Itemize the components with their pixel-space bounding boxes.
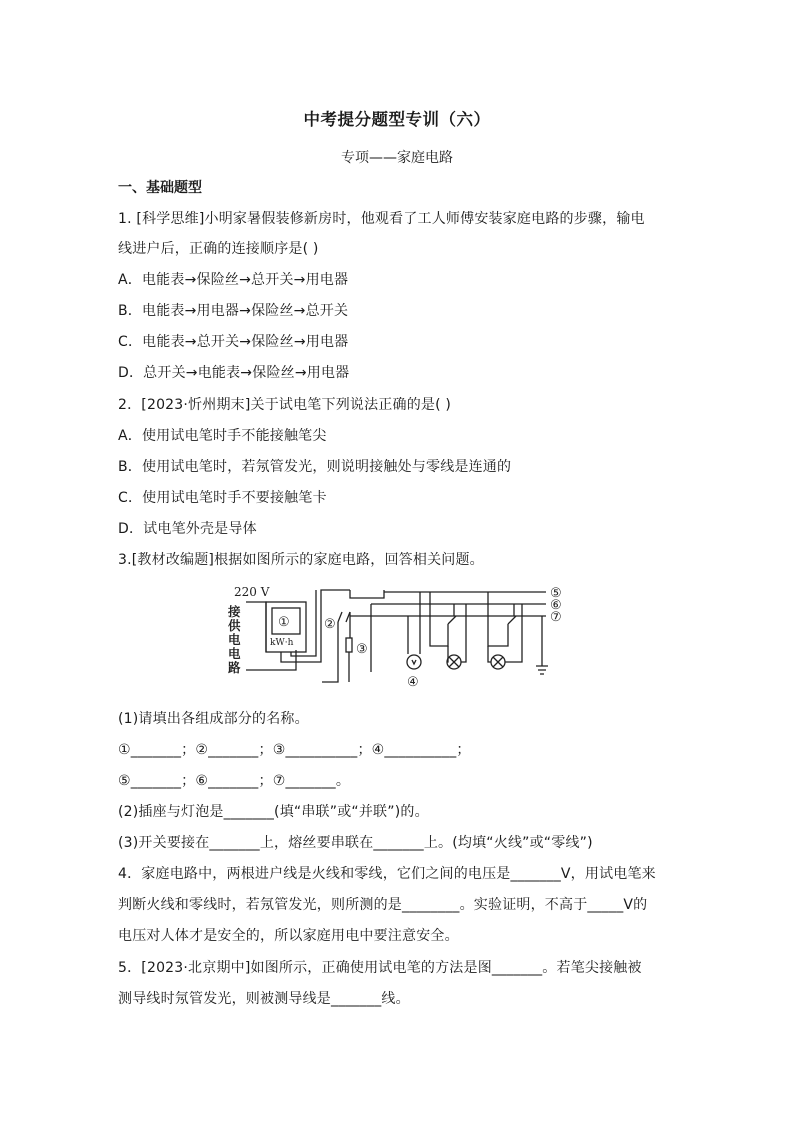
question-3-part-2: (2)插座与灯泡是_______(填“串联”或“并联”)的。 [118,804,429,820]
question-1-option-d: D．总开关→电能表→保险丝→用电器 [118,365,350,381]
lamp-1-return [447,604,466,662]
question-2-stem: 2．[2023·忻州期末]关于试电笔下列说法正确的是( ) [118,397,452,413]
source-char-1: 接 [228,604,241,619]
incoming-wire-bottom [246,650,296,670]
lamp-1-cross [449,657,459,667]
question-1-option-a: A．电能表→保险丝→总开关→用电器 [118,272,349,288]
household-circuit-diagram [226,582,576,692]
page-title: 中考提分题型专训（六） [303,110,491,129]
question-4-line-1: 4．家庭电路中，两根进户线是火线和零线，它们之间的电压是_______V，用试电笔来 [118,866,656,882]
socket-symbol [412,660,416,664]
section-heading: 一、基础题型 [118,180,202,196]
line-6-number: ⑥ [550,598,562,613]
question-5-line-1: 5．[2023·北京期中]如图所示，正确使用试电笔的方法是图_______。若笔尖接触被 [118,960,642,976]
branch-live [371,604,384,672]
question-1-line-2: 线进户后，正确的连接顺序是( ) [118,241,319,257]
meter-unit: kW·h [270,638,294,648]
question-5-line-2: 测导线时氖管发光，则被测导线是_______线。 [118,991,410,1007]
question-1-option-c: C．电能表→总开关→保险丝→用电器 [118,334,349,350]
question-3-stem: 3.[教材改编题]根据如图所示的家庭电路，回答相关问题。 [118,552,484,568]
question-3-part-3: (3)开关要接在_______上，熔丝要串联在_______上。(均填“火线”或“零线”) [118,835,593,851]
question-1-option-b: B．电能表→用电器→保险丝→总开关 [118,303,349,319]
lamp-1-wires [430,592,456,646]
question-2-option-b: B．使用试电笔时，若氖管发光，则说明接触处与零线是连通的 [118,459,512,475]
source-char-4: 电 [228,646,241,661]
junction [350,590,384,598]
incoming-wire-top [246,602,266,652]
question-2-option-c: C．使用试电笔时手不要接触笔卡 [118,490,327,506]
lamp-2-wires [488,592,516,646]
meter-out-neutral [291,590,316,656]
line-7-number: ⑦ [550,610,562,625]
fuse-number: ③ [356,642,368,657]
fuse-wire [349,612,350,682]
socket-wires [408,592,420,654]
lamp-2-return [488,604,522,662]
page-subtitle: 专项——家庭电路 [341,150,453,166]
question-1-line-1: 1. [科学思维]小明家暑假装修新房时，他观看了工人师傅安装家庭电路的步骤，输电 [118,211,645,227]
main-switch-blades [338,612,350,622]
line-5-number: ⑤ [550,586,562,601]
question-2-option-a: A．使用试电笔时手不能接触笔尖 [118,428,327,444]
socket-number: ④ [407,675,419,690]
voltage-label: 220 V [234,585,270,599]
source-char-2: 供 [228,618,241,633]
meter-number: ① [278,615,290,630]
question-3-blanks-row-2: ⑤_______；⑥_______；⑦_______。 [118,773,351,789]
question-3-part-1: (1)请填出各组成部分的名称。 [118,711,309,727]
source-char-3: 电 [228,632,241,647]
fuse [346,638,352,652]
main-switch-number: ② [324,617,336,632]
question-4-line-2: 判断火线和零线时，若氖管发光，则所测的是________。实验证明，不高于_____V的 [118,897,648,913]
question-4-line-3: 电压对人体才是安全的，所以家庭用电中要注意安全。 [118,928,459,944]
lamp-2-cross [493,657,503,667]
question-3-blanks-row-1: ①_______；②_______；③__________；④__________； [118,742,471,758]
ground-symbol [536,616,548,674]
socket [407,655,421,669]
question-2-option-d: D．试电笔外壳是导体 [118,521,257,537]
source-char-5: 路 [228,660,241,675]
